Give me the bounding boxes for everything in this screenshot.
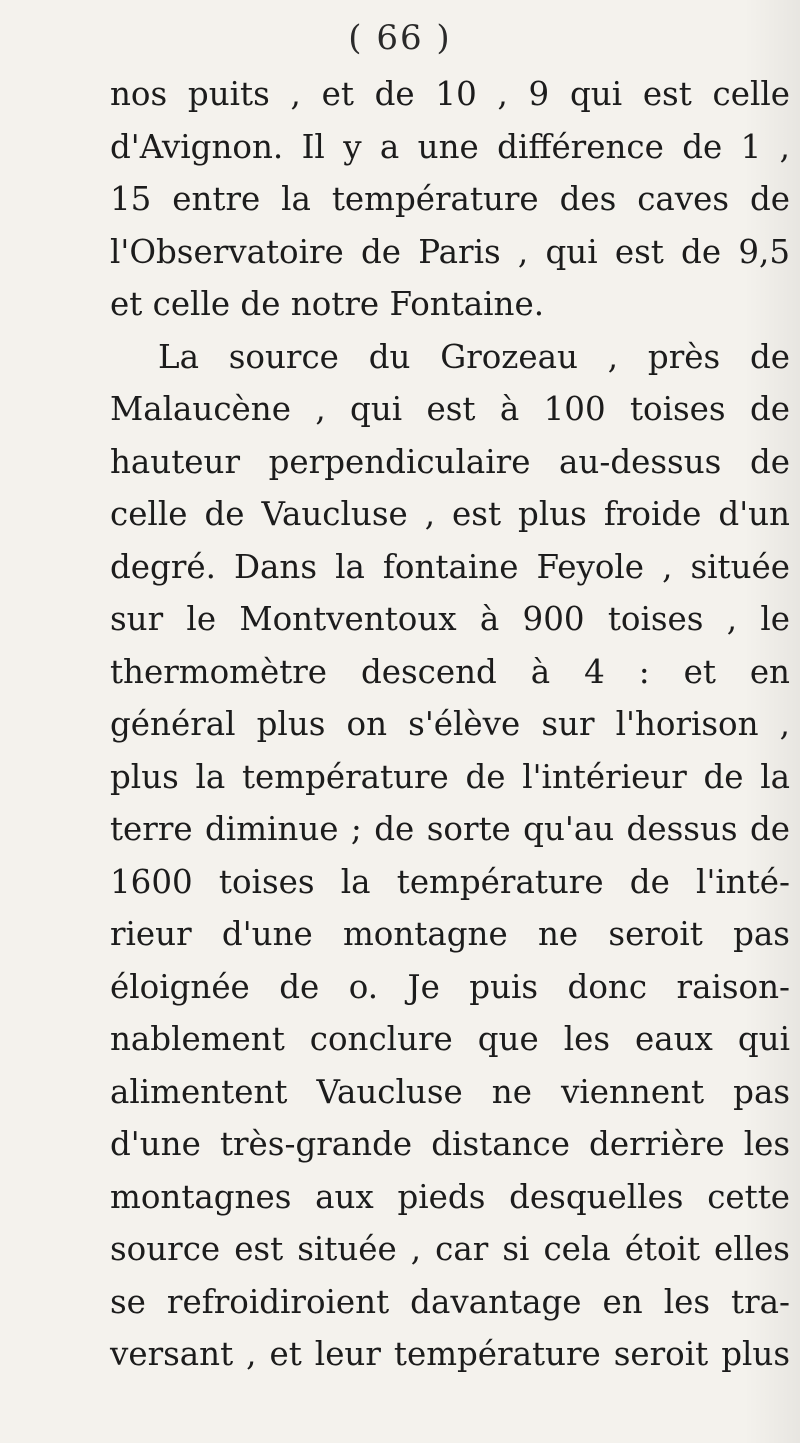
text-line: hauteur perpendiculaire au-dessus de bbox=[110, 442, 790, 481]
text-line: l'Observatoire de Paris , qui est de 9,5 bbox=[110, 232, 790, 271]
text-line: et celle de notre Fontaine. bbox=[110, 285, 545, 323]
text-line: éloignée de o. Je puis donc raison- bbox=[110, 967, 790, 1006]
text-line: nablement conclure que les eaux qui bbox=[110, 1020, 790, 1058]
text-line: source est située , car si cela étoit elles bbox=[110, 1230, 790, 1268]
text-line: d'une très-grande distance derrière les bbox=[110, 1125, 790, 1163]
page-number: ( 66 ) bbox=[348, 18, 452, 58]
text-line: se refroidiroient davantage en les tra- bbox=[110, 1282, 790, 1321]
text-line: général plus on s'élève sur l'horison , bbox=[110, 705, 790, 743]
text-line: d'Avignon. Il y a une différence de 1 , bbox=[110, 127, 790, 166]
body-text bbox=[110, 68, 790, 1381]
text-line: 15 entre la température des caves de bbox=[110, 180, 790, 218]
text-line: plus la température de l'intérieur de la bbox=[110, 757, 790, 796]
text-line: Malaucène , qui est à 100 toises de bbox=[110, 390, 790, 428]
text-line: rieur d'une montagne ne seroit pas bbox=[110, 915, 790, 953]
text-line: terre diminue ; de sorte qu'au dessus de bbox=[110, 810, 790, 848]
text-line: versant , et leur température seroit plus bbox=[110, 1335, 790, 1373]
text-line: celle de Vaucluse , est plus froide d'un bbox=[110, 495, 790, 533]
text-line: thermomètre descend à 4 : et en bbox=[110, 652, 790, 691]
text-line: La source du Grozeau , près de bbox=[158, 337, 790, 376]
text-line: montagnes aux pieds desquelles cette bbox=[110, 1177, 790, 1216]
text-line: degré. Dans la fontaine Feyole , située bbox=[110, 547, 790, 586]
text-line: alimentent Vaucluse ne viennent pas bbox=[110, 1072, 790, 1111]
text-line: nos puits , et de 10 , 9 qui est celle bbox=[110, 75, 790, 113]
text-line: sur le Montventoux à 900 toises , le bbox=[110, 600, 790, 638]
text-line: 1600 toises la température de l'inté- bbox=[110, 862, 790, 901]
